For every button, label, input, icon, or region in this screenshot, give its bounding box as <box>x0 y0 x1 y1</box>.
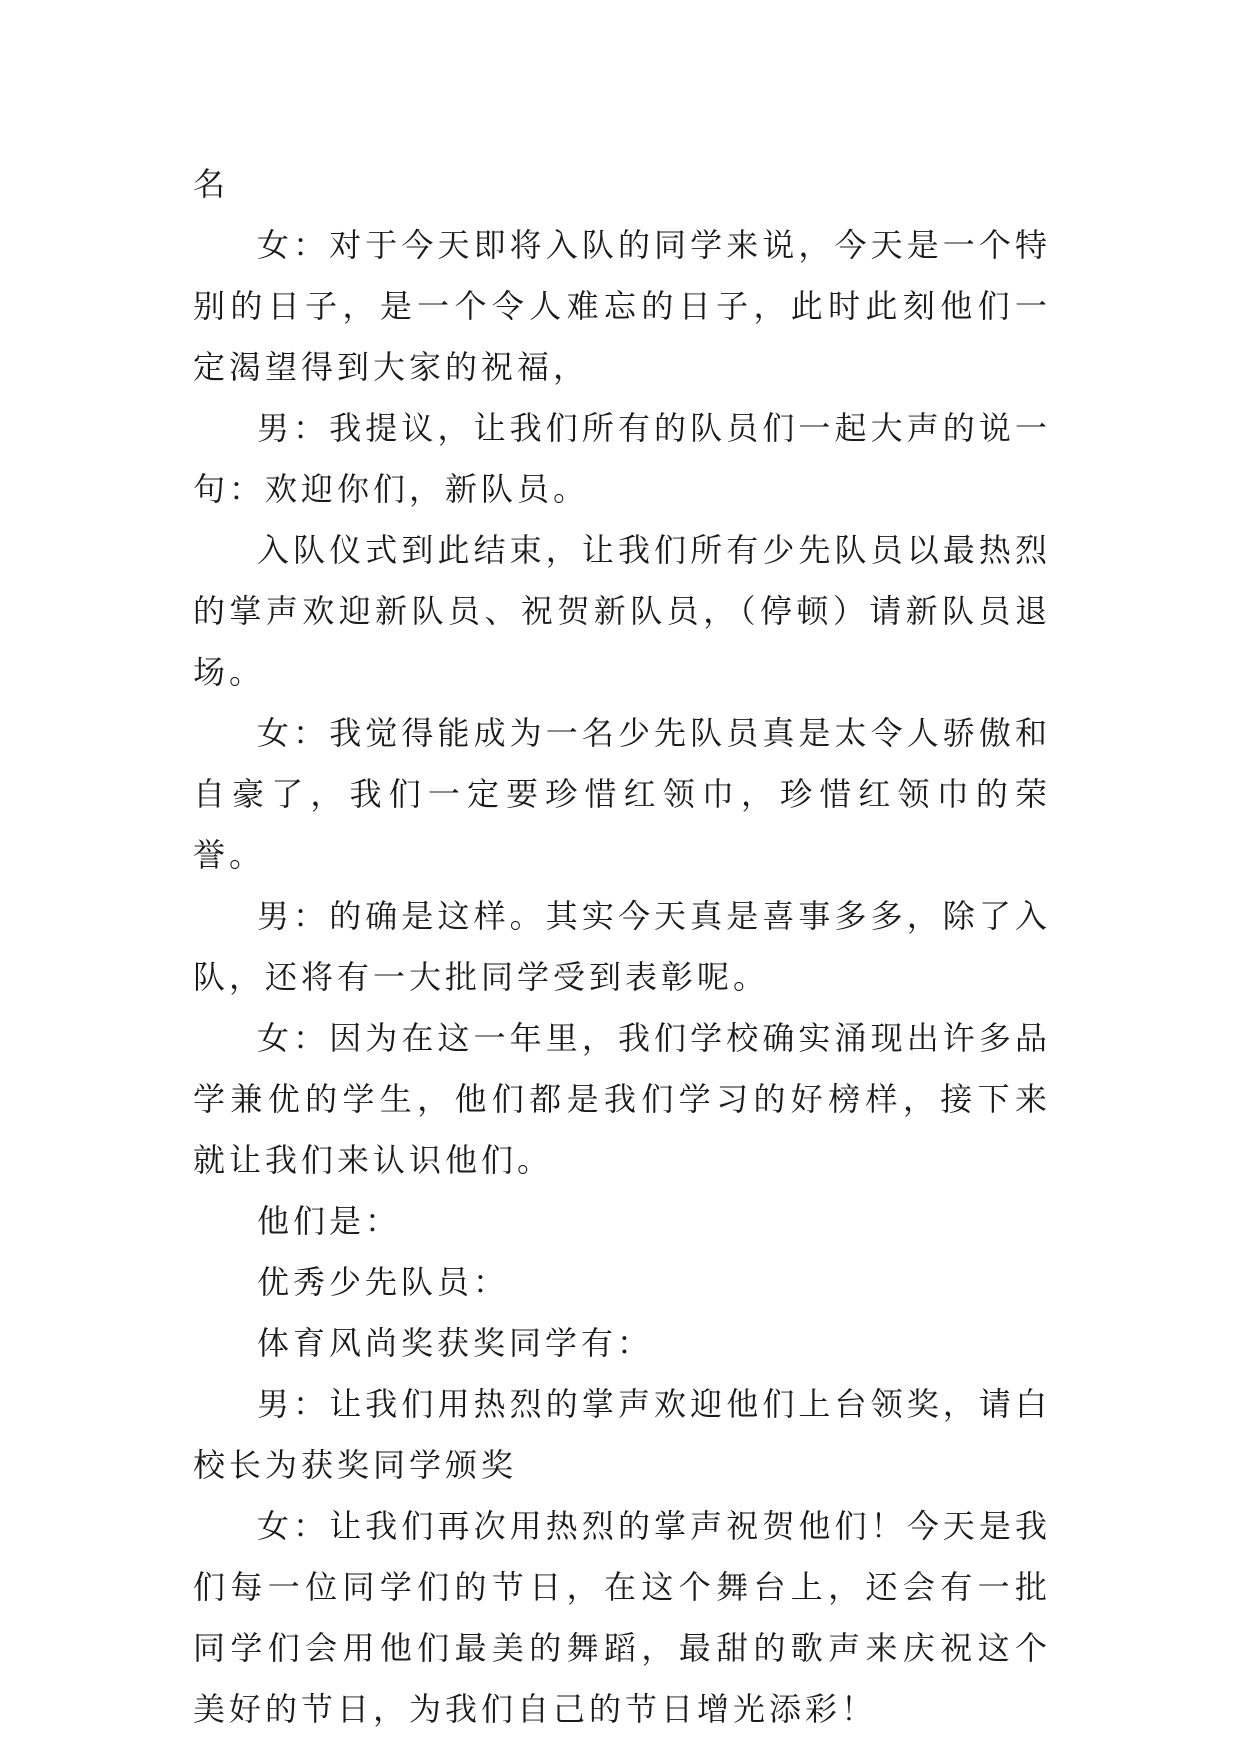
document-body <box>193 154 1051 1740</box>
paragraph-male-host-2: 男：的确是这样。其实今天真是喜事多多，除了入队，还将有一大批同学受到表彰呢。 <box>193 897 1051 996</box>
paragraph-male-host-1: 男：我提议，让我们所有的队员们一起大声的说一句：欢迎你们，新队员。 <box>193 409 1051 508</box>
paragraph-ceremony-end: 入队仪式到此结束，让我们所有少先队员以最热烈的掌声欢迎新队员、祝贺新队员，（停顿）请新队员退场。 <box>193 531 1051 691</box>
paragraph-continuation: 名 <box>193 165 230 203</box>
paragraph-female-host-2: 女：我觉得能成为一名少先队员真是太令人骄傲和自豪了，我们一定要珍惜红领巾，珍惜红领巾的荣誉。 <box>193 714 1051 874</box>
paragraph-male-host-3: 男：让我们用热烈的掌声欢迎他们上台领奖，请白校长为获奖同学颁奖 <box>193 1385 1051 1484</box>
paragraph-they-are: 他们是： <box>257 1202 402 1240</box>
paragraph-sports-award: 体育风尚奖获奖同学有： <box>257 1324 654 1362</box>
paragraph-female-host-4: 女：让我们再次用热烈的掌声祝贺他们！今天是我们每一位同学们的节日，在这个舞台上，还会有一批同学们会用他们最美的舞蹈，最甜的歌声来庆祝这个美好的节日，为我们自己的节日增光添彩！ <box>193 1507 1051 1728</box>
paragraph-female-host-1: 女：对于今天即将入队的同学来说，今天是一个特别的日子，是一个令人难忘的日子，此时此刻他们一定渴望得到大家的祝福， <box>193 226 1051 386</box>
paragraph-female-host-3: 女：因为在这一年里，我们学校确实涌现出许多品学兼优的学生，他们都是我们学习的好榜样，接下来就让我们来认识他们。 <box>193 1019 1051 1179</box>
paragraph-outstanding-pioneers: 优秀少先队员： <box>257 1263 510 1301</box>
